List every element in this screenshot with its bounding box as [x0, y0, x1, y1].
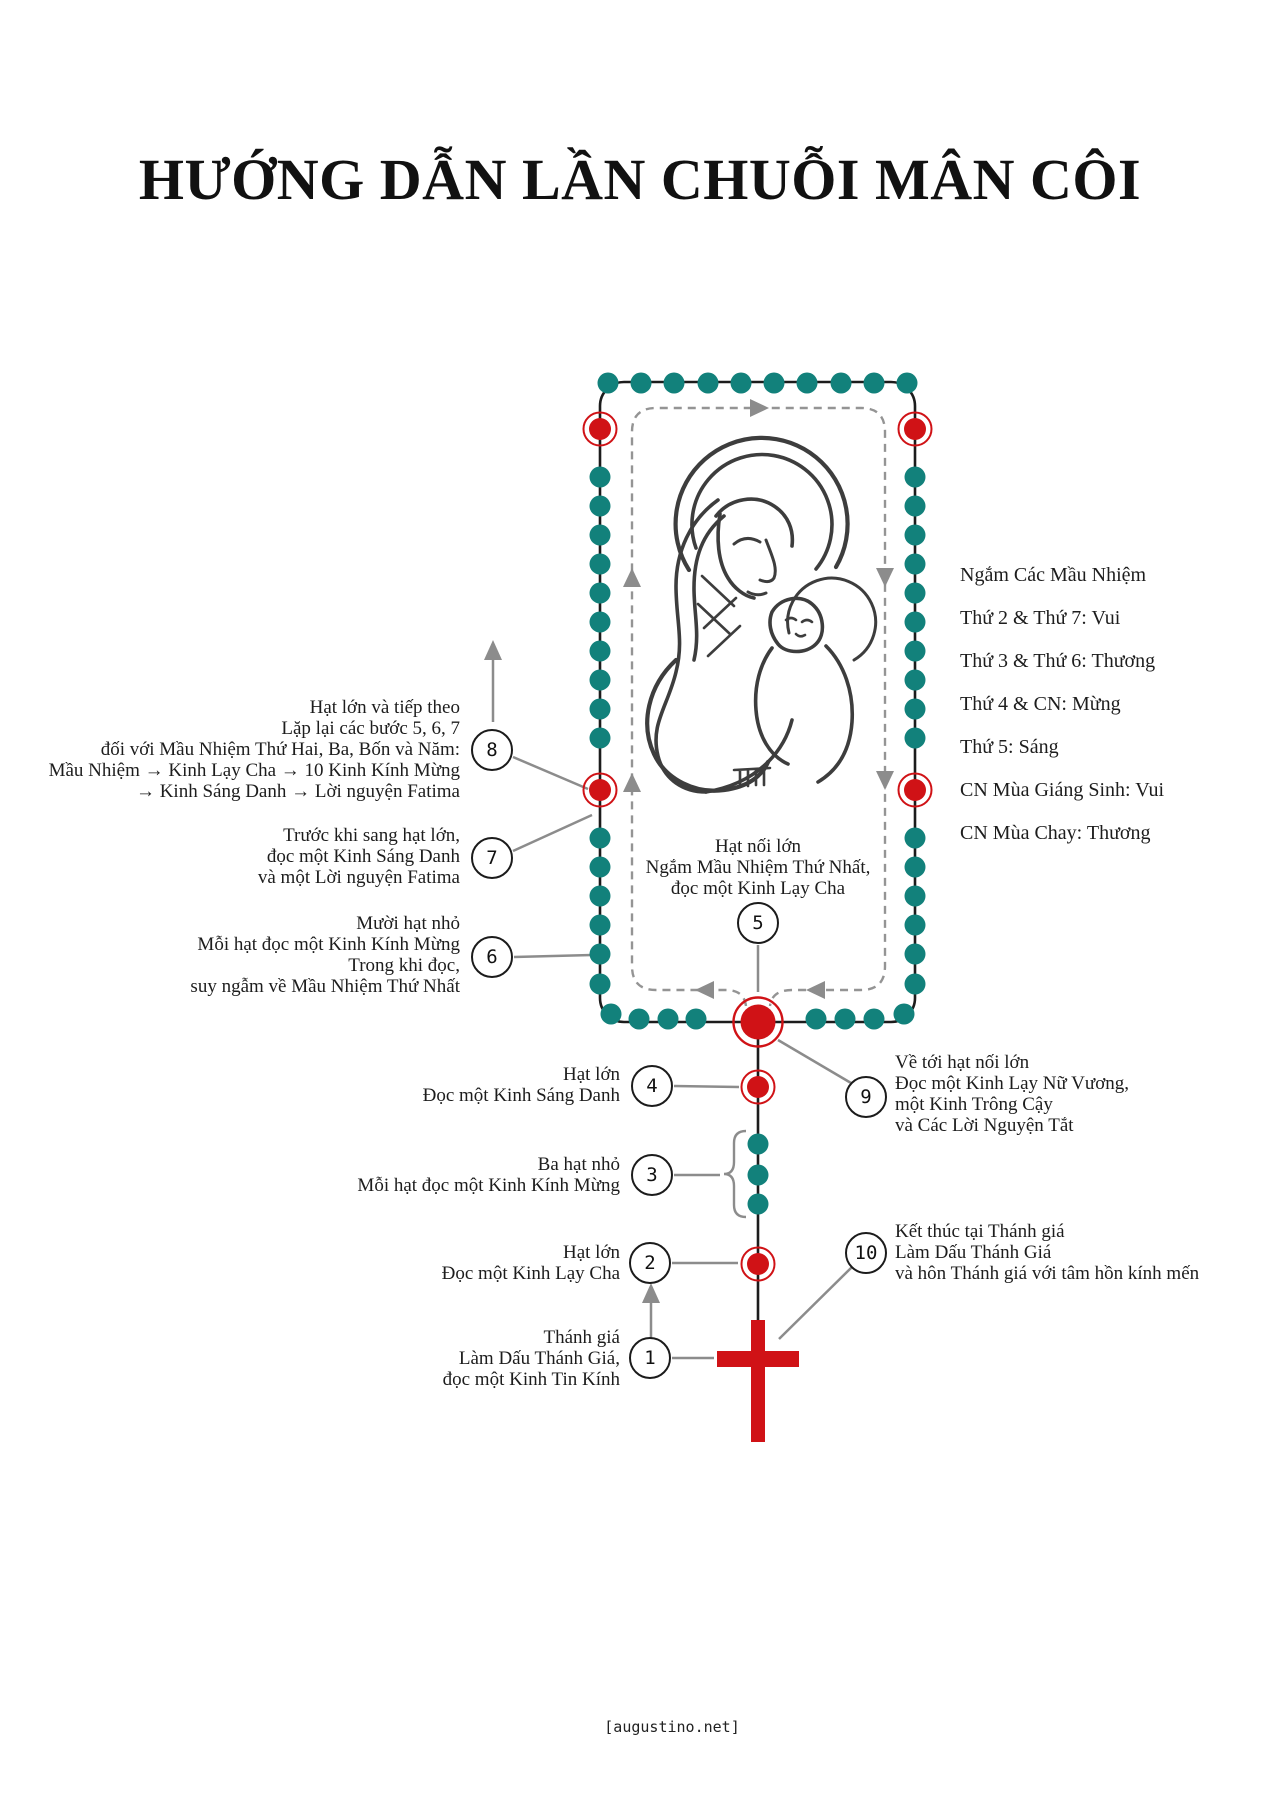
mysteries-heading: Ngắm Các Mầu Nhiệm — [960, 564, 1147, 586]
step-3-note: Ba hạt nhỏ Mỗi hạt đọc một Kinh Kính Mừng — [357, 1154, 620, 1196]
arrow-up-icon — [484, 640, 502, 660]
step-7-note: Trước khi sang hạt lớn, đọc một Kinh Sáng Danh và một Lời nguyện Fatima — [257, 825, 460, 888]
mysteries-legend — [960, 565, 1164, 866]
step-9-marker: 9 — [845, 1076, 887, 1118]
arrow-left-icon — [806, 981, 825, 999]
mystery-item: Thứ 4 & CN: Mừng — [960, 693, 1121, 715]
arrow-down-icon — [876, 771, 894, 790]
step-1-note: Thánh giá Làm Dấu Thánh Giá, đọc một Kinh Tin Kính — [442, 1327, 620, 1390]
arrow-up-icon — [623, 773, 641, 792]
step-1-marker: 1 — [629, 1337, 671, 1379]
step-6-note: Mười hạt nhỏ Mỗi hạt đọc một Kinh Kính Mừng Trong khi đọc, suy ngẫm về Mầu Nhiệm Thứ Nhất — [190, 913, 460, 997]
step-3-marker: 3 — [631, 1154, 673, 1196]
step-4-note: Hạt lớn Đọc một Kinh Sáng Danh — [422, 1064, 620, 1106]
step-7-marker: 7 — [471, 837, 513, 879]
child-halo — [788, 578, 876, 660]
step-5-marker: 5 — [737, 902, 779, 944]
step-2-marker: 2 — [629, 1242, 671, 1284]
arrow-up-icon — [642, 1283, 660, 1303]
rosary-beads — [584, 373, 932, 1281]
child-head — [770, 598, 822, 651]
mary-veil-edge — [692, 455, 832, 569]
madonna-and-child-illustration — [647, 438, 875, 792]
mary-mouth — [748, 592, 766, 595]
page-title: HƯỚNG DẪN LẦN CHUỖI MÂN CÔI — [138, 147, 1142, 212]
mystery-item: CN Mùa Chay: Thương — [960, 822, 1151, 844]
step-10-marker: 10 — [845, 1232, 887, 1274]
mystery-item: CN Mùa Giáng Sinh: Vui — [960, 779, 1164, 801]
step-4-marker: 4 — [631, 1065, 673, 1107]
brace-icon — [724, 1131, 746, 1217]
step-8-marker: 8 — [471, 729, 513, 771]
arrow-up-icon — [623, 568, 641, 587]
arrow-right-icon — [750, 399, 769, 417]
step-8-note: Hạt lớn và tiếp theo Lặp lại các bước 5, 6, 7 đối với Mầu Nhiệm Thứ Hai, Ba, Bốn và Năm: Mầu Nhiệm → Kinh Lạy Cha → 10 Kinh Kính Mừng → Kinh Sáng Danh → Lời nguyện Fatima — [48, 697, 460, 802]
mystery-item: Thứ 5: Sáng — [960, 736, 1059, 758]
mystery-item: Thứ 2 & Thứ 7: Vui — [960, 607, 1121, 629]
mystery-item: Thứ 3 & Thứ 6: Thương — [960, 650, 1156, 672]
arrow-down-icon — [876, 568, 894, 587]
arrow-left-icon — [695, 981, 714, 999]
footer-credit: [augustino.net] — [604, 1718, 740, 1736]
mary-nose — [760, 540, 775, 582]
step-5-note: Hạt nối lớn Ngắm Mầu Nhiệm Thứ Nhất, đọc một Kinh Lạy Cha — [645, 836, 871, 899]
step-6-marker: 6 — [471, 936, 513, 978]
step-10-note: Kết thúc tại Thánh giá Làm Dấu Thánh Giá và hôn Thánh giá với tâm hồn kính mến — [895, 1221, 1200, 1284]
mary-eye — [734, 538, 760, 544]
step-9-note: Về tới hạt nối lớn Đọc một Kinh Lạy Nữ Vương, một Kinh Trông Cậy và Các Lời Nguyện Tắt — [895, 1052, 1129, 1136]
mary-face — [718, 514, 754, 598]
step-2-note: Hạt lớn Đọc một Kinh Lạy Cha — [441, 1242, 620, 1284]
cross-icon — [717, 1320, 799, 1442]
